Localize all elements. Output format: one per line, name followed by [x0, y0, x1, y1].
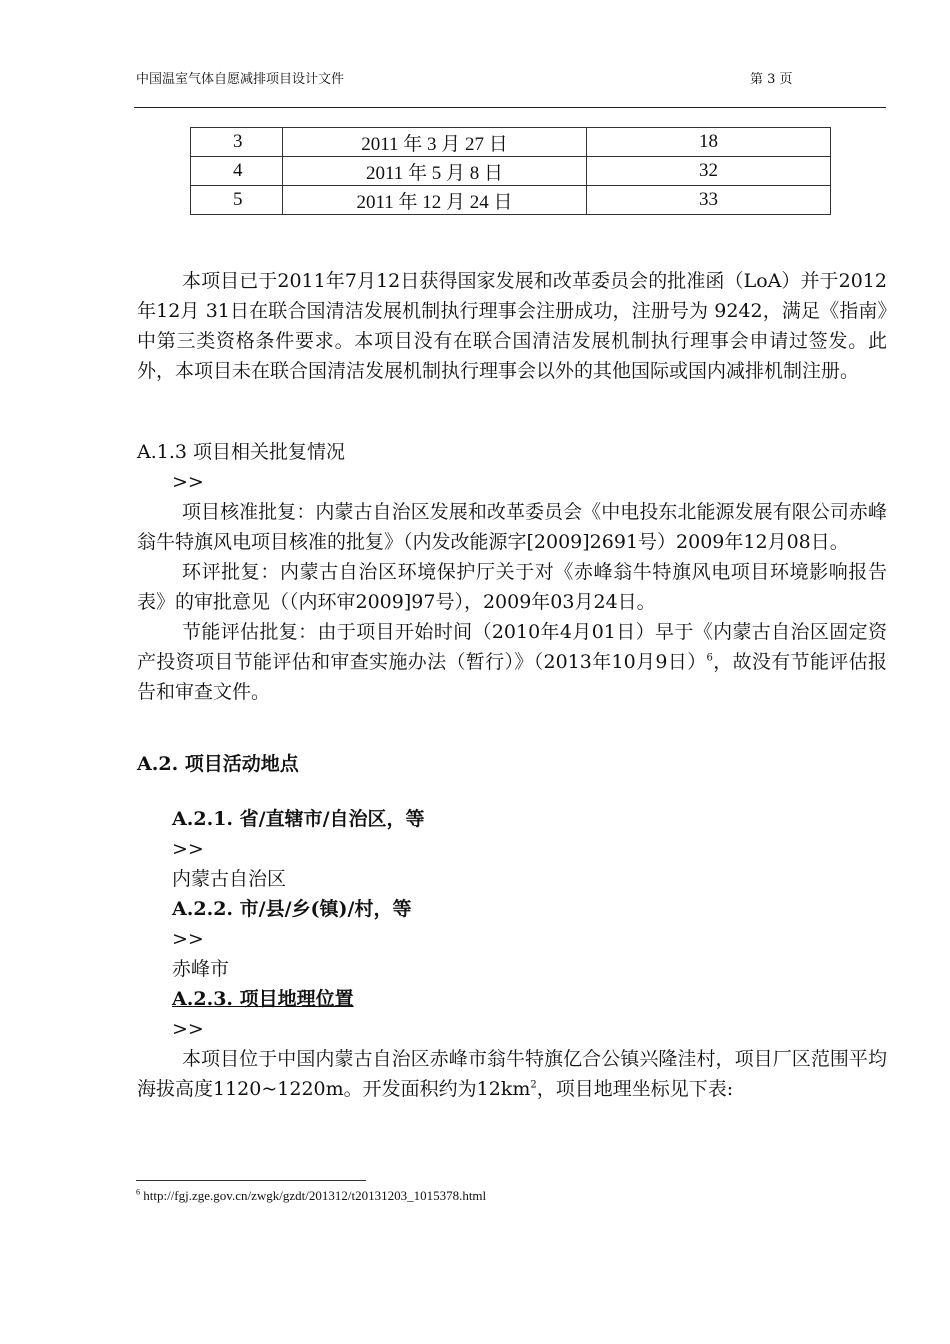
table-cell-count: 32: [587, 157, 831, 186]
footnote-mark: 6: [136, 1187, 140, 1197]
section-a21-heading: A.2.1. 省/直辖市/自治区，等: [172, 808, 425, 830]
section-a23-heading-text: A.2.3. 项目地理位置: [172, 988, 354, 1010]
section-a2: [137, 749, 887, 779]
section-a2-heading: A.2. 项目活动地点: [137, 753, 299, 775]
table-cell-count: 33: [587, 186, 831, 215]
table-row: [191, 157, 831, 186]
section-a13: [137, 437, 887, 707]
eia-paragraph: 环评批复：内蒙古自治区环境保护厅关于对《赤峰翁牛特旗风电项目环境影响报告表》的审批意见（（内环审2009]97号），2009年03月24日。: [137, 561, 887, 613]
table-cell-count: 18: [587, 128, 831, 157]
table-cell-date: 2011 年 12 月 24 日: [283, 186, 587, 215]
page-number: 第 3 页: [750, 72, 793, 87]
energy-paragraph-main: 节能评估批复：由于项目开始时间（2010年4月01日）早于《内蒙古自治区固定资产投资项目节能评估和审查实施办法（暂行）》（2013年10月9日）: [137, 621, 887, 673]
registration-paragraph: 本项目已于2011年7月12日获得国家发展和改革委员会的批准函（LoA）并于2012 年12月 31日在联合国清洁发展机制执行理事会注册成功，注册号为 9242，满足《指南》中第三类资格条件要求。本项目没有在联合国清洁发展机制执行理事会申请过签发。此外，本项目未在联合国清洁发展机制执行理事会以外的其他国际或国内减排机制注册。: [137, 270, 887, 382]
table-cell-index: 4: [191, 157, 283, 186]
city-value: 赤峰市: [172, 958, 230, 980]
table-cell-date: 2011 年 5 月 8 日: [283, 157, 587, 186]
footnote-url: http://fgj.zge.gov.cn/zwgk/gzdt/201312/t20131203_1015378.html: [140, 1188, 487, 1203]
main-content: [137, 266, 887, 386]
province-value: 内蒙古自治区: [172, 868, 287, 890]
table-row: [191, 186, 831, 215]
location-paragraph: [137, 1044, 887, 1104]
energy-paragraph-tail: ，故没有节能评估报告和审查文件。: [137, 651, 887, 703]
section-a13-marker: >>: [172, 471, 204, 493]
approval-paragraph: 项目核准批复：内蒙古自治区发展和改革委员会《中电投东北能源发展有限公司赤峰翁牛特旗风电项目核准的批复》（内发改能源字[2009]2691号）2009年12月08日。: [137, 501, 887, 553]
table-cell-index: 5: [191, 186, 283, 215]
section-a2-subsections: [137, 804, 887, 1104]
footnote: [136, 1188, 486, 1204]
table-cell-index: 3: [191, 128, 283, 157]
location-text-1: 本项目位于中国内蒙古自治区赤峰市翁牛特旗亿合公镇兴隆洼村，项目厂区范围平均海拔高度1120~1220m。开发面积约为12km: [137, 1048, 887, 1100]
footnote-ref: 6: [706, 652, 713, 664]
area-superscript: 2: [530, 1079, 537, 1091]
header-divider: [134, 107, 886, 108]
section-a23-marker: >>: [172, 1018, 204, 1040]
section-a21-marker: >>: [172, 838, 204, 860]
document-title: 中国温室气体自愿减排项目设计文件: [136, 72, 345, 87]
table-cell-date: 2011 年 3 月 27 日: [283, 128, 587, 157]
dates-table: [190, 127, 831, 215]
section-a13-heading: A.1.3 项目相关批复情况: [137, 441, 346, 463]
section-a23-heading: [137, 984, 887, 1014]
page-header: [136, 68, 886, 88]
footnote-divider: [136, 1180, 366, 1181]
section-a22-heading: A.2.2. 市/县/乡(镇)/村，等: [172, 898, 412, 920]
location-text-2: ，项目地理坐标见下表:: [536, 1078, 734, 1100]
section-a22-marker: >>: [172, 928, 204, 950]
table-row: [191, 128, 831, 157]
energy-paragraph: [137, 617, 887, 707]
